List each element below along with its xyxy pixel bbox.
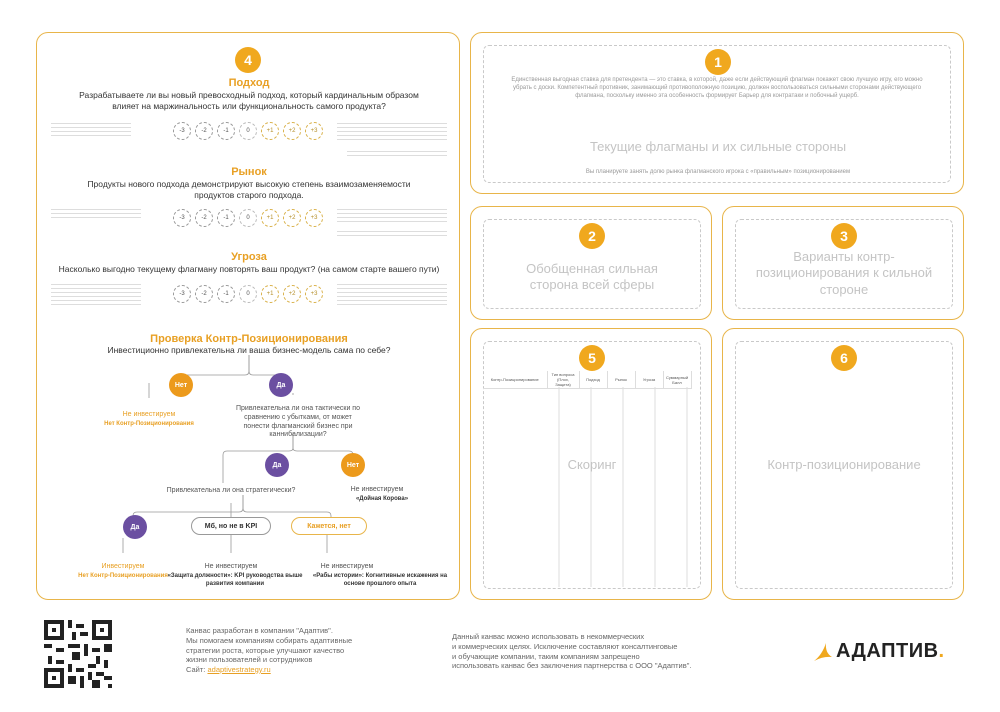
block-2-title: Обобщенная сильная сторона всей сферы: [526, 261, 658, 293]
scoring-grid: [483, 387, 701, 587]
check-question: Инвестиционно привлекательна ли ваша бизнес-модель сама по себе?: [107, 345, 391, 355]
yes3-badge: Да: [123, 515, 147, 539]
score-p1[interactable]: +1: [261, 122, 279, 140]
seems-sub: «Рабы истории»: Когнитивные искажения на основе прошлого опыта: [312, 573, 448, 587]
no2-badge: Нет: [341, 453, 365, 477]
seems-result: Не инвестируем: [320, 563, 374, 570]
block-5-title: Скоринг: [567, 457, 617, 472]
adaptiv-logo: [812, 640, 944, 663]
score-p1[interactable]: +1: [261, 209, 279, 227]
score-p3[interactable]: +3: [305, 285, 323, 303]
no2-result: Не инвестируем: [350, 486, 404, 493]
block-2-panel: [470, 206, 712, 320]
strategic-question: Привлекательна ли она стратегически?: [166, 487, 296, 494]
block-1-panel: [470, 32, 964, 194]
site-link[interactable]: adaptivestrategy.ru: [207, 665, 271, 674]
no2-sub: «Дойная Корова»: [355, 496, 409, 502]
col-market: Рынок: [607, 371, 635, 389]
score-m1[interactable]: -1: [217, 285, 235, 303]
step-1-badge: 1: [705, 49, 731, 75]
logo-text: АДАПТИВ: [836, 640, 939, 662]
col-counter: Контр-Позиционирование: [483, 371, 547, 389]
step-3-badge: 3: [831, 223, 857, 249]
block-5-panel: [470, 328, 712, 600]
license-line-4: использовать канвас без заключения партнерства с ООО "Адаптив".: [452, 661, 692, 671]
score-0[interactable]: 0: [239, 122, 257, 140]
score-m3[interactable]: -3: [173, 122, 191, 140]
maybe-option: Мб, но не в KPI: [191, 517, 271, 535]
license-line-1: Данный канвас можно использовать в некоммерческих: [452, 632, 645, 641]
score-m2[interactable]: -2: [195, 122, 213, 140]
col-type: Тип вопроса (Плох, Защита): [547, 371, 579, 389]
no-result: Не инвестируем: [122, 411, 176, 418]
score-p2[interactable]: +2: [283, 209, 301, 227]
logo-dot: .: [938, 640, 945, 662]
score-0[interactable]: 0: [239, 209, 257, 227]
step-4-badge: 4: [235, 47, 261, 73]
about-text: [186, 626, 426, 675]
approach-question: Разрабатываете ли вы новый превосходный подход, который кардинальным образом влияет на маржинальность или функциональность самого продукта?: [79, 90, 419, 111]
score-m2[interactable]: -2: [195, 209, 213, 227]
invest-sub: Нет Контр-Позиционирования: [78, 573, 168, 579]
check-title: Проверка Контр-Позиционирования: [150, 333, 348, 345]
about-line-2: Мы помогаем компаниям собирать адаптивные: [186, 635, 353, 645]
score-m1[interactable]: -1: [217, 209, 235, 227]
maybe-sub: «Защита должности»: KPI руководства выше развития компании: [167, 573, 303, 587]
no-result-sub: Нет Контр-Позиционирования: [104, 421, 194, 427]
score-p3[interactable]: +3: [305, 209, 323, 227]
score-m3[interactable]: -3: [173, 209, 191, 227]
col-threat: Угроза: [635, 371, 663, 389]
site-line: [186, 665, 426, 675]
logo-mark-icon: [812, 641, 834, 663]
license-text: [452, 632, 772, 671]
step-6-badge: 6: [831, 345, 857, 371]
block-1-description: Единственная выгодная ставка для претендента — это ставка, в которой, даже если действующий флагман покажет свою лучшую игру, его можно убрать с доски. Компетентный противник, занимающий противоположную позицию, должен воспользоваться сильными сторонами действующего флагмана, поскольку именно эта особенность формирует Барьер для контратаки и побочный ущерб.: [511, 77, 923, 99]
yes-badge: Да: [269, 373, 293, 397]
maybe-result: Не инвестируем: [204, 563, 258, 570]
col-total: Суммарный Балл: [663, 371, 691, 389]
score-m2[interactable]: -2: [195, 285, 213, 303]
license-line-2: и коммерческих целях. Исключение составляют консалтинговые: [452, 641, 678, 651]
market-title: Рынок: [231, 166, 267, 178]
score-m1[interactable]: -1: [217, 122, 235, 140]
threat-title: Угроза: [231, 251, 267, 263]
score-0[interactable]: 0: [239, 285, 257, 303]
no-badge: Нет: [169, 373, 193, 397]
flow-connectors: [37, 33, 461, 601]
score-p2[interactable]: +2: [283, 285, 301, 303]
qr-code-icon: [44, 620, 112, 688]
score-m3[interactable]: -3: [173, 285, 191, 303]
site-label: Сайт:: [186, 665, 206, 674]
invest-result: Инвестируем: [101, 563, 145, 570]
about-line-4: жизни пользователей и сотрудников: [186, 655, 313, 665]
seems-no-option: Кажется, нет: [291, 517, 367, 535]
tactical-question: Привлекательна ли она тактически по сравнению с убытками, от может понести флагманский бизнес при каннибализации?: [235, 405, 360, 439]
block-1-hint: Вы планируете занять долю рынка флагманского игрока с «правильным» позиционированием: [585, 169, 851, 175]
license-line-3: и обучающие компании, таким компаниям запрещено: [452, 651, 640, 661]
left-panel: [36, 32, 460, 600]
approach-title: Подход: [228, 77, 270, 89]
block-3-title: Варианты контр-позиционирования к сильной стороне: [755, 249, 933, 297]
score-p1[interactable]: +1: [261, 285, 279, 303]
step-2-badge: 2: [579, 223, 605, 249]
score-p3[interactable]: +3: [305, 122, 323, 140]
block-3-panel: [722, 206, 964, 320]
col-approach: Подход: [579, 371, 607, 389]
step-5-badge: 5: [579, 345, 605, 371]
score-p2[interactable]: +2: [283, 122, 301, 140]
threat-question: Насколько выгодно текущему флагману повторять ваш продукт? (на самом старте вашего пути): [58, 264, 440, 274]
market-question: Продукты нового подхода демонстрируют высокую степень взаимозаменяемости продуктов старого подхода.: [87, 179, 411, 200]
block-1-title: Текущие флагманы и их сильные стороны: [589, 139, 847, 154]
about-line-3: стратегии роста, которые улучшают качество: [186, 645, 345, 655]
yes2-badge: Да: [265, 453, 289, 477]
block-6-panel: [722, 328, 964, 600]
about-line-1: Канвас разработан в компании "Адаптив".: [186, 626, 333, 635]
block-6-title: Контр-позиционирование: [767, 457, 921, 472]
